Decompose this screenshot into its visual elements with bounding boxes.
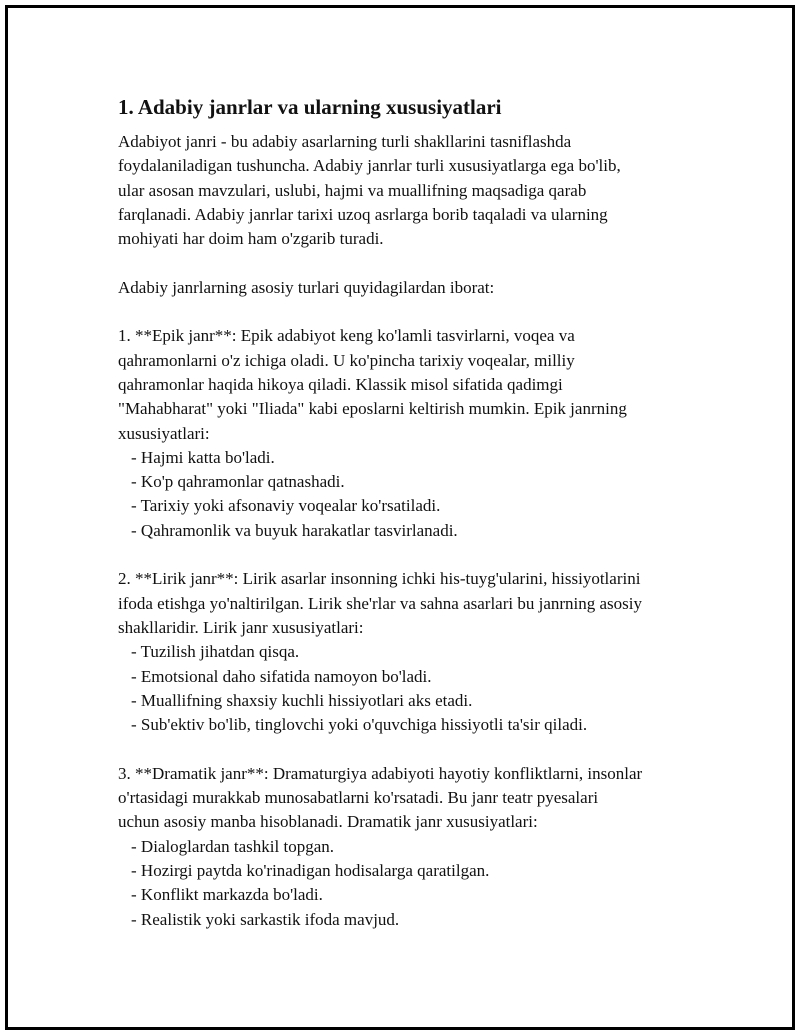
list-item: - Muallifning shaxsiy kuchli hissiyotlari aks etadi. (131, 690, 473, 710)
list-item: - Tuzilish jihatdan qisqa. (131, 642, 300, 662)
genre-line: uchun asosiy manba hisoblanadi. Dramatik janr xususiyatlari: (118, 812, 538, 832)
paragraph-gap (118, 737, 718, 761)
section-heading: 1. Adabiy janrlar va ularning xususiyatlari (118, 95, 502, 119)
intro-line: mohiyati har doim ham o'zgarib turadi. (118, 229, 384, 249)
list-item: - Ko'p qahramonlar qatnashadi. (131, 472, 345, 492)
genre-line: "Mahabharat" yoki "Iliada" kabi eposlarni keltirish mumkin. Epik janrning (118, 399, 627, 419)
list-item: - Konflikt markazda bo'ladi. (131, 885, 323, 905)
list-item: - Qahramonlik va buyuk harakatlar tasvirlanadi. (131, 520, 458, 540)
genre-line: 2. **Lirik janr**: Lirik asarlar insonning ichki his-tuyg'ularini, hissiyotlarini (118, 569, 641, 589)
intro-paragraph (118, 130, 718, 251)
genre-line: 1. **Epik janr**: Epik adabiyot keng ko'lamli tasvirlarni, voqea va (118, 326, 575, 346)
intro-line: foydalaniladigan tushuncha. Adabiy janrlar turli xususiyatlarga ega bo'lib, (118, 156, 621, 176)
types-intro-line: Adabiy janrlarning asosiy turlari quyidagilardan iborat: (118, 277, 495, 297)
genre-epic (118, 324, 718, 543)
intro-line: Adabiyot janri - bu adabiy asarlarning turli shakllarini tasniflashda (118, 132, 572, 151)
list-item: - Sub'ektiv bo'lib, tinglovchi yoki o'quvchiga hissiyotli ta'sir qiladi. (131, 715, 588, 735)
list-item: - Hajmi katta bo'ladi. (131, 447, 275, 467)
genre-line: shakllaridir. Lirik janr xususiyatlari: (118, 617, 364, 637)
genre-line: qahramonlarni o'z ichiga oladi. U ko'pincha tarixiy voqealar, milliy (118, 350, 575, 370)
genre-line: o'rtasidagi murakkab munosabatlarni ko'rsatadi. Bu janr teatr pyesalari (118, 788, 599, 808)
intro-line: farqlanadi. Adabiy janrlar tarixi uzoq asrlarga borib taqaladi va ularning (118, 204, 608, 224)
genre-line: ifoda etishga yo'naltirilgan. Lirik she'rlar va sahna asarlari bu janrning asosiy (118, 593, 642, 613)
genre-line: xususiyatlari: (118, 423, 210, 443)
genre-line: 3. **Dramatik janr**: Dramaturgiya adabiyoti hayotiy konfliktlarni, insonlar (118, 763, 643, 783)
list-item: - Hozirgi paytda ko'rinadigan hodisalarga qaratilgan. (131, 860, 490, 880)
paragraph-gap (118, 543, 718, 567)
document-body (118, 92, 718, 932)
types-intro-paragraph (118, 276, 718, 300)
list-item: - Emotsional daho sifatida namoyon bo'ladi. (131, 666, 432, 686)
list-item: - Dialoglardan tashkil topgan. (131, 836, 335, 856)
list-item: - Tarixiy yoki afsonaviy voqealar ko'rsatiladi. (131, 496, 441, 516)
intro-line: ular asosan mavzulari, uslubi, hajmi va muallifning maqsadiga qarab (118, 180, 587, 200)
paragraph-gap (118, 300, 718, 324)
genre-dramatic (118, 762, 718, 932)
genre-line: qahramonlar haqida hikoya qiladi. Klassik misol sifatida qadimgi (118, 374, 563, 394)
paragraph-gap (118, 251, 718, 275)
list-item: - Realistik yoki sarkastik ifoda mavjud. (131, 909, 400, 929)
genre-lyric (118, 567, 718, 737)
